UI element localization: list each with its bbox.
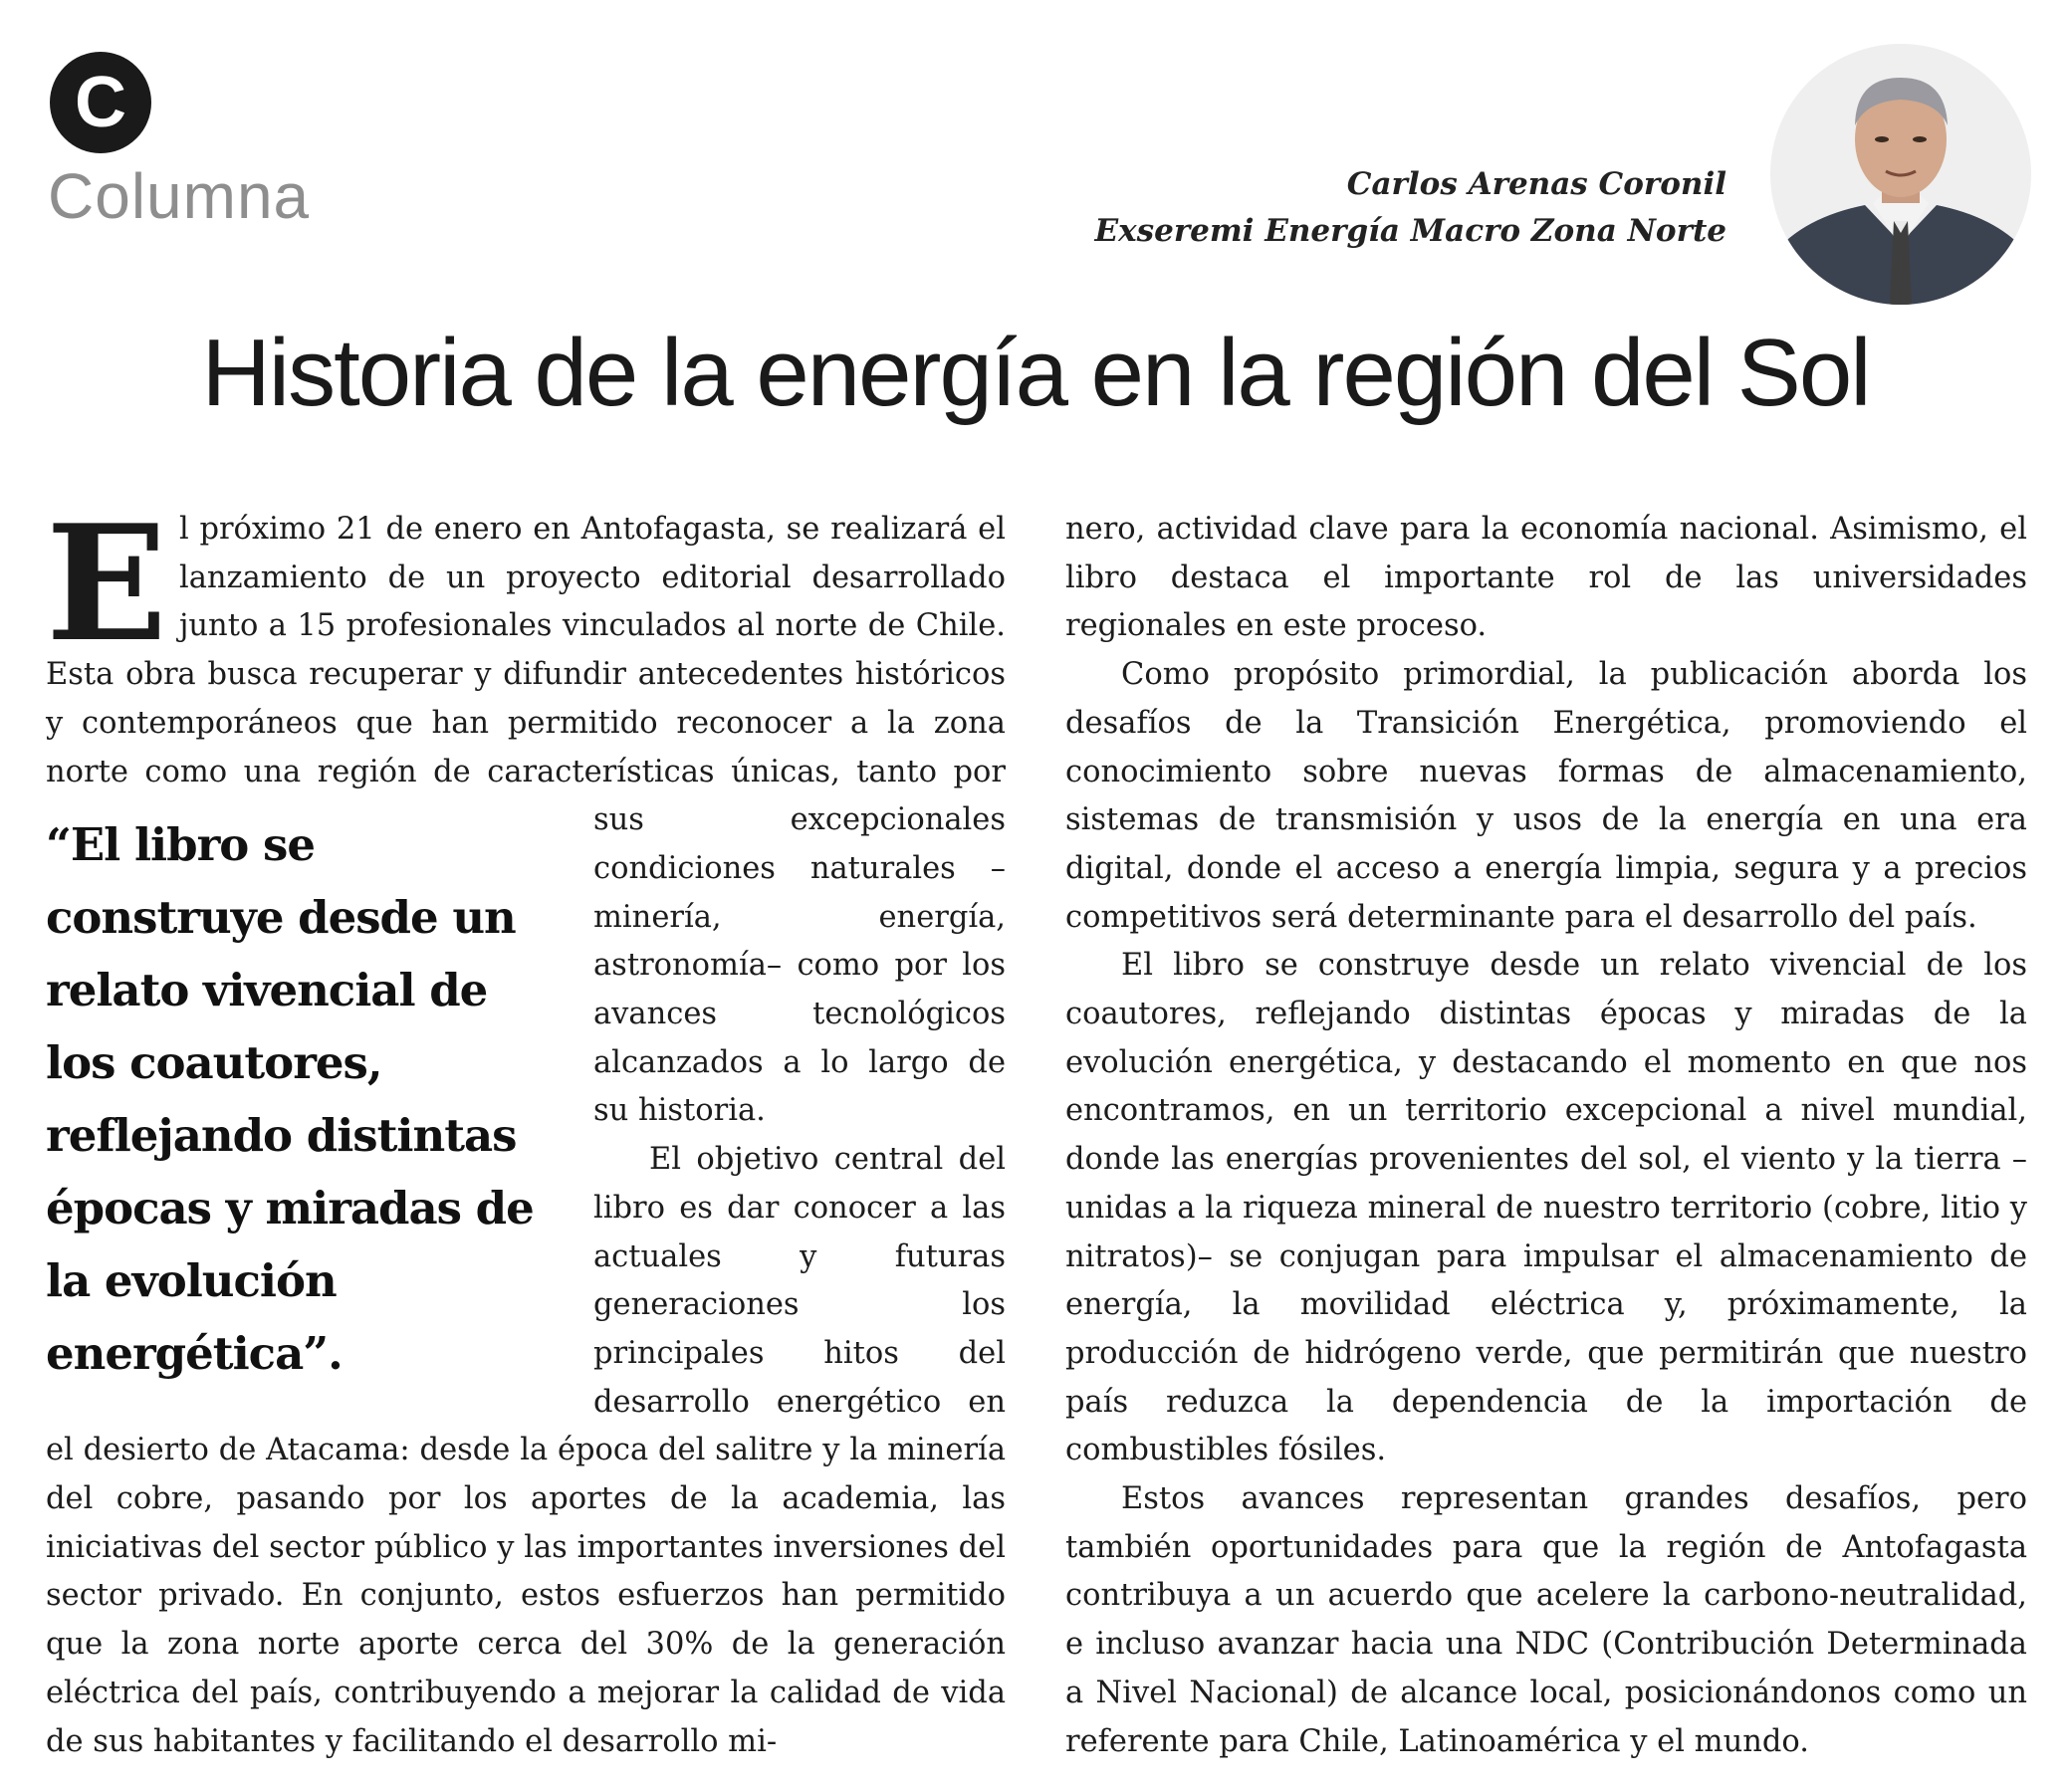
paragraph-1-start: l próximo 21 de enero en Antofagasta, se realizará el lanzamiento de un proyecto editorial desarrollado junto a 15 profesionales vinculados al norte de Chile. Esta obra busca recuperar y difundir antecedentes históricos y contemporáneos que han permitido reconocer a la zona norte como una región de características únicas, tanto por sus xyxy=(46,512,1006,838)
author-portrait-svg xyxy=(1770,44,2031,305)
author-byline xyxy=(1095,161,1726,255)
paragraph-4: El libro se construye desde un relato vivencial de los coautores, reflejando distintas épocas y miradas de la evolución energética, y destacando el momento en que nos encontramos, en un territorio excepcional a nivel mundial, donde las energías provenientes del sol, el viento y la tierra –unidas a la riqueza mineral de nuestro territorio (cobre, litio y nitratos)– se conjugan para impulsar el almacenamiento de energía, la movilidad eléctrica y, próximamente, la producción de hidrógeno verde, que permitirán que nuestro país reduzca la dependencia de la importación de combustibles fósiles. xyxy=(1065,948,2027,1468)
section-badge: C xyxy=(50,52,151,153)
headline: Historia de la energía en la región del Sol xyxy=(201,320,1870,426)
author-name: Carlos Arenas Coronil xyxy=(1346,166,1726,202)
author-title: Exseremi Energía Macro Zona Norte xyxy=(1094,213,1726,249)
article-column-left xyxy=(46,490,1006,1766)
paragraph-3: Como propósito primordial, la publicación aborda los desafíos de la Transición Energética, promoviendo el conocimiento sobre nuevas formas de almacenamiento, sistemas de transmisión y usos de la energía en una era digital, donde el acceso a energía limpia, segura y a precios competitivos será determinante para el desarrollo del país. xyxy=(1065,657,2027,935)
paragraph-2-continued: nero, actividad clave para la economía nacional. Asimismo, el libro destaca el importante rol de las universidades regionales en este proceso. xyxy=(1065,512,2027,644)
article-column-right xyxy=(1065,506,2027,1766)
paragraph-5: Estos avances representan grandes desafíos, pero también oportunidades para que la región de Antofagasta contribuya a un acuerdo que acelere la carbono-neutralidad, e incluso avanzar hacia una NDC (Contribución Determinada a Nivel Nacional) de alcance local, posicionándonos como un referente para Chile, Latinoamérica y el mundo. xyxy=(1065,1481,2027,1759)
section-label: Columna xyxy=(48,160,311,232)
paragraph-1-end: excepcionales condiciones naturales –minería, energía, astronomía– como por los avances tecnológicos alcanzados a lo largo de su historia. xyxy=(593,802,1006,1129)
drop-cap: E xyxy=(46,490,167,677)
author-portrait-icon xyxy=(1770,44,2031,305)
pull-quote: “El libro se construye desde un relato vivencial de los coautores, reflejando distintas épocas y miradas de la evolución energética”. xyxy=(46,818,534,1381)
paragraph-2: El objetivo central del libro es dar conocer a las actuales y futuras generaciones los principales hitos del desarrollo energético en el desierto de Atacama: desde la época del salitre y la minería del cobre, pasando por los aportes de la academia, las iniciativas del sector público y las importantes inversiones del sector privado. En conjunto, estos esfuerzos han permitido que la zona norte aporte cerca del 30% de la generación eléctrica del país, contribuyendo a mejorar la calidad de vida de sus habitantes y facilitando el desarrollo mi- xyxy=(46,1142,1006,1759)
paragraph-1 xyxy=(46,490,1006,1381)
